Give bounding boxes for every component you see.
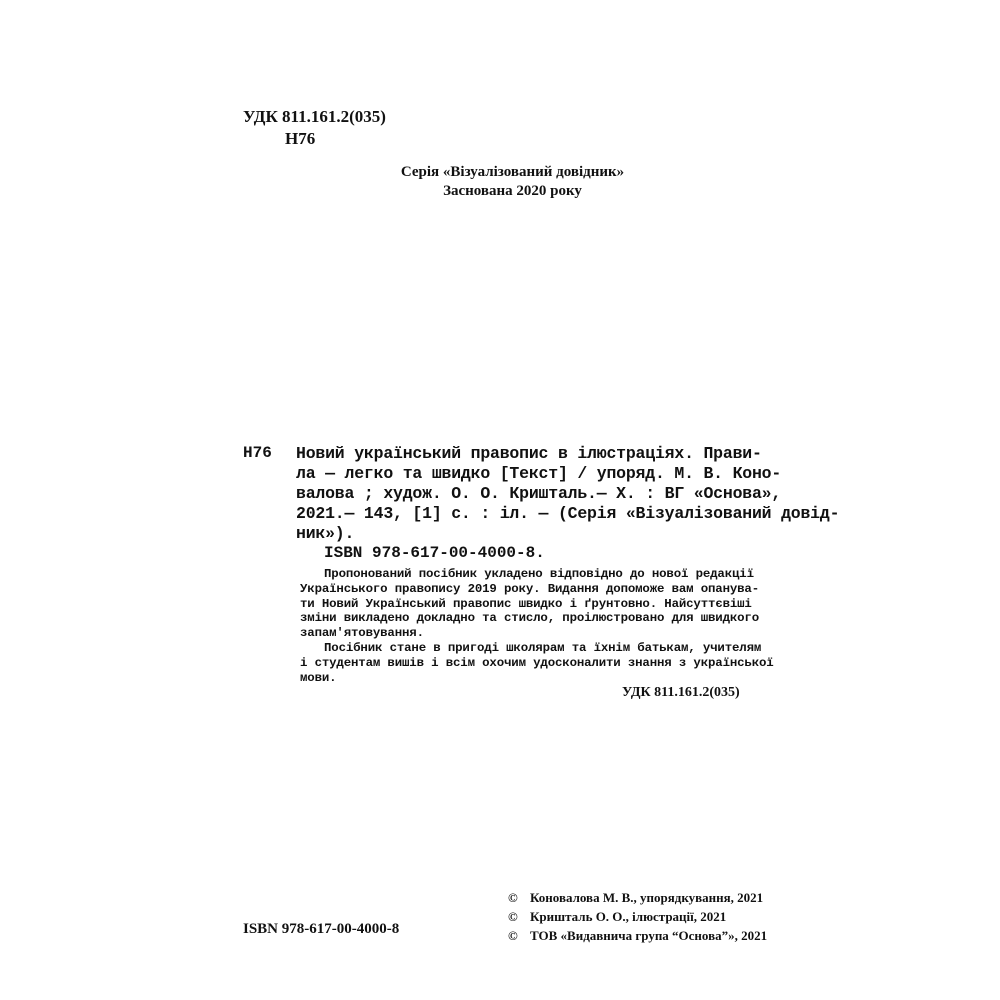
biblio-line: 2021.— 143, [1] с. : іл. — (Серія «Візуалізований довід- [296,504,840,523]
annotation-line: Пропонований посібник укладено відповідно до нової редакції [324,567,754,581]
copyright-text: ТОВ «Видавнича група “Основа”», 2021 [530,928,768,943]
udk-annotation: УДК 811.161.2(035) [622,685,740,700]
copyright-row [508,907,767,926]
series-block [380,163,645,201]
copyright-text: Коновалова М. В., упорядкування, 2021 [530,890,764,905]
biblio-line: валова ; худож. О. О. Кришталь.— Х. : ВГ «Основа», [296,484,782,503]
biblio-line: Новий український правопис в ілюстраціях. Прави- [296,444,762,463]
udk-code: УДК 811.161.2(035) [243,107,386,126]
copyright-symbol: © [508,928,518,943]
author-sign: Н76 [285,129,316,148]
copyright-row [508,926,767,945]
isbn-biblio: ISBN 978-617-00-4000-8. [324,544,545,562]
annotation [300,567,784,685]
copyright-row [508,888,767,907]
annotation-line: ти Новий Український правопис швидко і ґрунтовно. Найсуттєвіші [300,596,752,611]
biblio-line: ник»). [296,524,355,543]
annotation-line: Посібник стане в пригоді школярам та їхнім батькам, учителям [324,640,762,655]
copyright-block [508,888,767,945]
biblio-author-sign: Н76 [243,444,272,462]
udk-header [243,106,386,150]
copyright-text: Кришталь О. О., ілюстрації, 2021 [530,909,727,924]
annotation-line: мови. [300,670,337,685]
annotation-line: запам'ятовування. [300,626,424,641]
bibliographic-description [296,444,840,544]
copyright-symbol: © [508,909,518,924]
isbn-footer: ISBN 978-617-00-4000-8 [243,921,400,937]
copyright-symbol: © [508,890,518,905]
series-founded: Заснована 2020 року [443,183,582,199]
annotation-line: зміни викладено докладно та стисло, проілюстровано для швидкого [300,611,759,626]
annotation-line: Українського правопису 2019 року. Видання допоможе вам опанува- [300,581,759,596]
annotation-line: і студентам вишів і всім охочим удосконалити знання з української [300,655,774,670]
biblio-line: ла — легко та швидко [Текст] / упоряд. М. В. Коно- [296,464,782,483]
series-name: Серія «Візуалізований довідник» [400,164,625,180]
